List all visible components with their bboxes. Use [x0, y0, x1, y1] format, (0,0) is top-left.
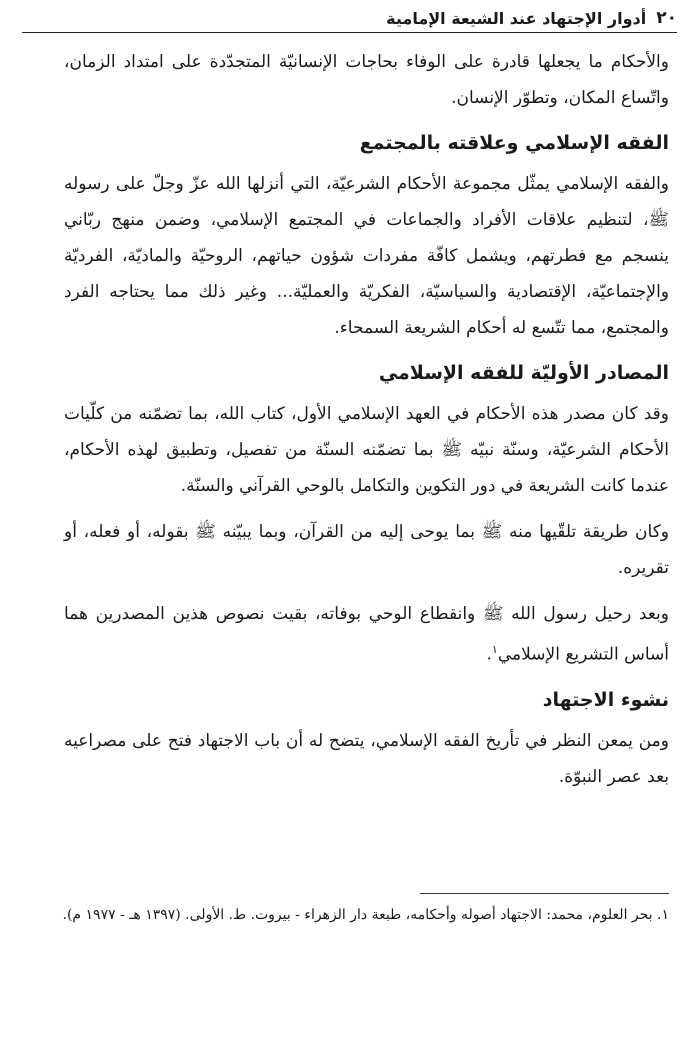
footnote-rule — [420, 893, 669, 894]
paragraph-sources-3: وبعد رحيل رسول الله ﷺ وانقطاع الوحي بوفاته، بقيت نصوص هذين المصدرين هما أساس التشريع الإسلامي$^١$. — [64, 604, 669, 665]
paragraph-ijtihad: ومن يمعن النظر في تأريخ الفقه الإسلامي، يتضح له أن باب الاجتهاد فتح على مصراعيه بعد عصر النبوّة. — [64, 730, 669, 787]
paragraph-sources-1: وقد كان مصدر هذه الأحكام في العهد الإسلامي الأول، كتاب الله، بما تضمّنه من كلّيات الأحكام الشرعيّة، وسنّة نبيّه ﷺ بما تضمّنه السنّة من تفصيل، وتطبيق لهذه الأحكام، عندما كانت الشريعة في دور التكوين والتكامل بالوحي القرآني والسنّة. — [64, 404, 669, 496]
header-rule — [22, 32, 677, 33]
page-body — [64, 44, 669, 805]
running-title: أدوار الإجتهاد عند الشيعة الإمامية — [386, 8, 647, 28]
section-heading-ijtihad: نشوء الاجتهاد — [542, 688, 669, 711]
intro-paragraph: والأحكام ما يجعلها قادرة على الوفاء بحاجات الإنسانيّة المتجدّدة على امتداد الزمان، واتّساع المكان، وتطوّر الإنسان. — [64, 52, 669, 108]
paragraph-sources-3-text: وبعد رحيل رسول الله ﷺ وانقطاع الوحي بوفاته، بقيت نصوص هذين المصدرين هما أساس التشريع الإسلامي — [64, 604, 669, 665]
paragraph-fiqh: والفقه الإسلامي يمثّل مجموعة الأحكام الشرعيّة، التي أنزلها الله عزّ وجلّ على رسوله ﷺ، لتنظيم علاقات الأفراد والجماعات في المجتمع الإسلامي، وضمن منهج ربّاني ينسجم مع فطرتهم، ويشمل كافّة مفردات شؤون حياتهم، الروحيّة والماديّة، الفرديّة والإجتماعيّة، الإقتصادية والسياسيّة، الفكريّة والعمليّة... وغير ذلك مما يحتاجه الفرد والمجتمع، مما تتّسع له أحكام الشريعة السمحاء. — [64, 174, 669, 338]
section-heading-fiqh: الفقه الإسلامي وعلاقته بالمجتمع — [359, 132, 669, 154]
page-number: ٢٠ — [656, 8, 677, 28]
section-heading-sources: المصادر الأوليّة للفقه الإسلامي — [378, 362, 669, 384]
footnote: ١. بحر العلوم، محمد: الاجتهاد أصوله وأحكامه، طبعة دار الزهراء - بيروت. ط. الأولى. (١٣٩٧ هـ - ١٩٧٧ م). — [62, 907, 669, 923]
running-header — [22, 4, 677, 32]
paragraph-sources-2: وكان طريقة تلقّيها منه ﷺ بما يوحى إليه من القرآن، وبما يبيّنه ﷺ بقوله، أو فعله، أو تقريره. — [64, 522, 669, 578]
footnote-marker[interactable]: ١ — [491, 643, 498, 656]
